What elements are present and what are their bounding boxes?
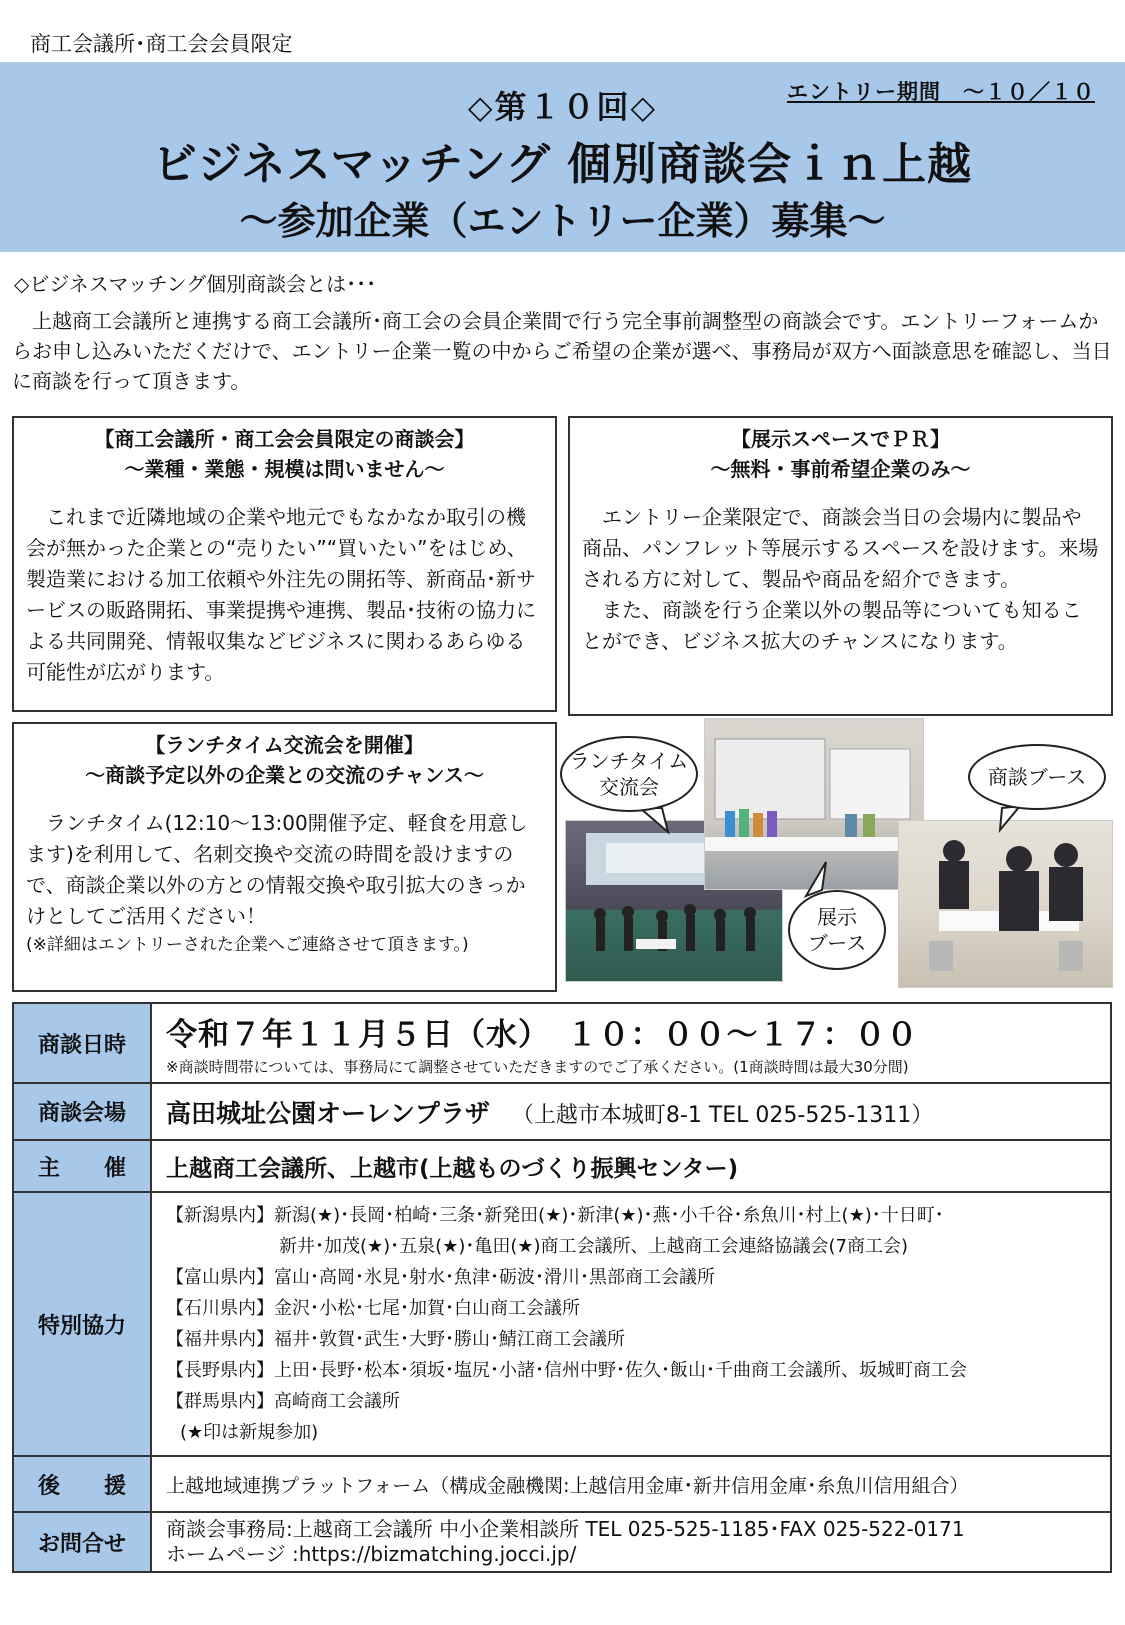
date-note: ※商談時間帯については、事務局にて調整させていただきますのでご了承ください。(1商談時間は最大30分間) (166, 1058, 909, 1076)
lunch-note: (※詳細はエントリーされた企業へご連絡させて頂きます。) (26, 935, 469, 955)
coop-line: 【新潟県内】新潟(★)･長岡･柏崎･三条･新発田(★)･新津(★)･燕･小千谷･糸魚川･村上(★)･十日町･ (166, 1205, 944, 1226)
round-label: ◇第１０回◇ (467, 88, 658, 126)
event-info-table (12, 1002, 1112, 1573)
exhibit-bubble (788, 890, 886, 970)
coop-line: 【群馬県内】高崎商工会議所 (166, 1391, 400, 1412)
coop-line: 【福井県内】福井･敦賀･武生･大野･勝山･鯖江商工会議所 (166, 1329, 625, 1350)
exhibit-body-2: また、商談を行う企業以外の製品等についても知ることができ、ビジネス拡大のチャンスになります。 (582, 598, 1082, 653)
coop-cell (151, 1192, 1111, 1456)
support-row (13, 1456, 1111, 1512)
exhibit-bubble-text: 展示 ブース (807, 905, 867, 955)
date-cell (151, 1003, 1111, 1083)
intro-body: 上越商工会議所と連携する商工会議所･商工会の会員企業間で行う完全事前調整型の商談会です。エントリーフォームからお申し込みいただくだけで、エントリー企業一覧の中からご希望の企業が選べ、事務局が双方へ面談意思を確認し、当日に商談を行って頂きます。 (12, 309, 1112, 393)
members-only-heading: 【商工会議所・商工会会員限定の商談会】 (94, 427, 475, 451)
venue-cell (151, 1083, 1111, 1140)
support-label: 後 援 (13, 1456, 151, 1512)
entry-period: エントリー期間 ～１０／１０ (787, 80, 1095, 104)
venue-label: 商談会場 (13, 1083, 151, 1140)
support-value: 上越地域連携プラットフォーム（構成金融機関:上越信用金庫･新井信用金庫･糸魚川信用組合） (151, 1456, 1111, 1512)
exhibit-heading: 【展示スペースでＰＲ】 (731, 427, 950, 451)
venue-address: （上越市本城町8-1 TEL 025-525-1311） (511, 1102, 934, 1128)
lunch-heading: 【ランチタイム交流会を開催】 (145, 733, 424, 757)
members-only-subheading: ～業種・業態・規模は問いません～ (124, 457, 445, 481)
date-row (13, 1003, 1111, 1083)
contact-row (13, 1512, 1111, 1572)
host-label: 主 催 (13, 1140, 151, 1192)
booth-bubble-text: 商談ブース (987, 765, 1087, 789)
coop-note: (★印は新規参加) (180, 1422, 319, 1443)
lunch-bubble-text: ランチタイム 交流会 (569, 749, 689, 799)
coop-row (13, 1192, 1111, 1456)
booth-bubble (968, 744, 1106, 810)
page-subtitle: ～参加企業（エントリー企業）募集～ (239, 199, 886, 243)
date-label: 商談日時 (13, 1003, 151, 1083)
date-value: 令和７年１１月５日（水） １０：００～１７：００ (166, 1017, 919, 1053)
coop-line: 【富山県内】富山･高岡･氷見･射水･魚津･砺波･滑川･黒部商工会議所 (166, 1267, 715, 1288)
venue-name: 高田城址公園オーレンプラザ (166, 1098, 490, 1128)
host-row (13, 1140, 1111, 1192)
lunch-subheading: ～商談予定以外の企業との交流のチャンス～ (85, 763, 484, 787)
coop-line: 新井･加茂(★)･五泉(★)･亀田(★)商工会議所、上越商工会連絡協議会(7商工会) (279, 1236, 909, 1257)
host-value: 上越商工会議所、上越市(上越ものづくり振興センター) (151, 1140, 1111, 1192)
coop-line: 【石川県内】金沢･小松･七尾･加賀･白山商工会議所 (166, 1298, 580, 1319)
member-only-note: 商工会議所･商工会会員限定 (30, 32, 293, 56)
coop-line: 【長野県内】上田･長野･松本･須坂･塩尻･小諸･信州中野･佐久･飯山･千曲商工会議所、坂城町商工会 (166, 1360, 967, 1381)
lunch-bubble (560, 736, 698, 812)
venue-row (13, 1083, 1111, 1140)
contact-cell (151, 1512, 1111, 1572)
members-only-body: これまで近隣地域の企業や地元でもなかなか取引の機会が無かった企業との“売りたい”“買いたい”をはじめ、製造業における加工依頼や外注先の開拓等、新商品･新サービスの販路開拓、事業提携や連携、製品･技術の協力による共同開発、情報収集などビジネスに関わるあらゆる可能性が広がります。 (26, 505, 536, 684)
lunch-body: ランチタイム(12:10～13:00開催予定、軽食を用意します)を利用して、名刺交換や交流の時間を設けますので、商談企業以外の方との情報交換や取引拡大のきっかけとしてご活用ください！ (26, 811, 528, 928)
coop-label: 特別協力 (13, 1192, 151, 1456)
contact-phone: 商談会事務局:上越商工会議所 中小企業相談所 TEL 025-525-1185･FAX 025-522-0171 (166, 1517, 965, 1541)
exhibit-subheading: ～無料・事前希望企業のみ～ (710, 457, 971, 481)
page-title: ビジネスマッチング 個別商談会ｉｎ上越 (152, 139, 973, 190)
contact-homepage-link[interactable]: ホームページ :https://bizmatching.jocci.jp/ (166, 1542, 577, 1566)
intro-heading: ◇ビジネスマッチング個別商談会とは･･･ (14, 272, 377, 296)
contact-label: お問合せ (13, 1512, 151, 1572)
exhibit-body-1: エントリー企業限定で、商談会当日の会場内に製品や商品、パンフレット等展示するスペースを設けます。来場される方に対して、製品や商品を紹介できます。 (582, 505, 1099, 591)
